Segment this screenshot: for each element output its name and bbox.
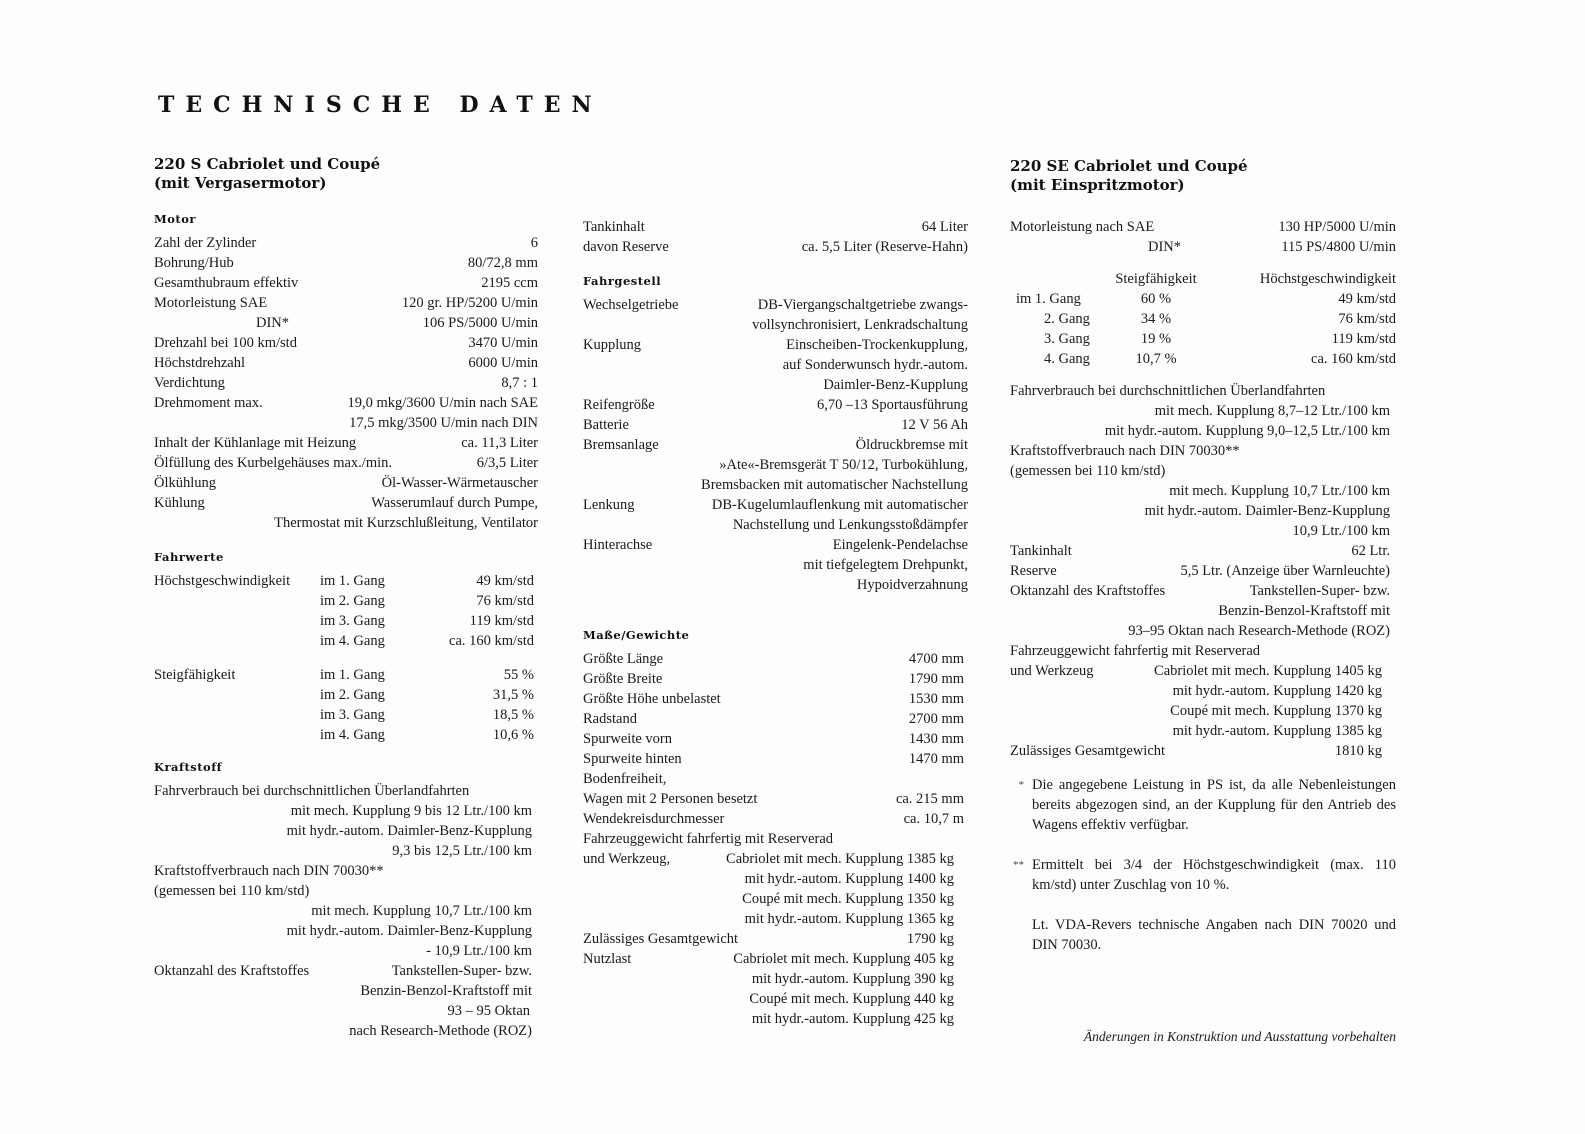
table-cell: 4. Gang [1044, 351, 1090, 367]
fahrgestell-row [583, 295, 968, 315]
row-value: mit hydr.-autom. Kupplung 425 kg [751, 1011, 954, 1027]
verbrauch-line: mit mech. Kupplung 10,7 Ltr./100 km [1169, 483, 1390, 499]
row-label: Tankinhalt [583, 219, 645, 235]
row-value: 4700 mm [908, 651, 964, 667]
row-label: Größte Höhe unbelastet [583, 691, 721, 707]
row-label: Höchstdrehzahl [154, 355, 245, 371]
fahrwerte-se-table [1010, 269, 1396, 369]
table-cell: 119 km/std [1331, 331, 1396, 347]
table-cell: 3. Gang [1044, 331, 1090, 347]
table-cell: Steigfähigkeit [1115, 271, 1197, 287]
footnote-text: Die angegebene Leistung in PS ist, da alle Nebenleistungen bereits abgezogen sind, an der Kupplung für den Antrieb des Wagens effektiv verfügbar. [1032, 777, 1396, 833]
table-cell [1016, 269, 1098, 289]
footnote [1010, 855, 1396, 895]
gewicht-row [583, 989, 968, 1009]
row-value: auf Sonderwunsch hydr.-autom. [782, 357, 968, 373]
gear-label: im 4. Gang [320, 727, 385, 743]
row-label: Spurweite vorn [583, 731, 672, 747]
motor-row [154, 393, 538, 413]
kraftstoff-line: mit mech. Kupplung 9 bis 12 Ltr./100 km [290, 803, 532, 819]
masse-row [583, 709, 968, 729]
row-value: DB-Kugelumlauflenkung mit automatischer [711, 497, 968, 513]
fahrgestell-row [583, 475, 968, 495]
misc-line: 93–95 Oktan nach Research-Methode (ROZ) [1128, 623, 1390, 639]
gewicht-row [583, 869, 968, 889]
gear-label: im 3. Gang [320, 613, 385, 629]
row-label: Tankinhalt [1010, 543, 1072, 559]
row-value: mit hydr.-autom. Kupplung 390 kg [751, 971, 954, 987]
row-value: Daimler-Benz-Kupplung [823, 377, 968, 393]
row-label: Zulässiges Gesamtgewicht [583, 931, 739, 947]
gewicht-row [583, 1009, 968, 1029]
gear-label: im 1. Gang [320, 573, 385, 589]
row-value: 120 gr. HP/5200 U/min [401, 295, 538, 311]
row-label: Kühlung [154, 495, 205, 511]
kraftstoff-line: mit hydr.-autom. Daimler-Benz-Kupplung [286, 823, 532, 839]
gewicht-row [1010, 701, 1396, 721]
misc-row [1010, 561, 1396, 581]
row-label: Zahl der Zylinder [154, 235, 257, 251]
kraftstoff-line: mit hydr.-autom. Daimler-Benz-Kupplung [286, 923, 532, 939]
row-value: Eingelenk-Pendelachse [832, 537, 968, 553]
footnote [1010, 775, 1396, 835]
row-value: 2700 mm [908, 711, 964, 727]
row-label: Kupplung [583, 337, 641, 353]
footnote-text: Ermittelt bei 3/4 der Höchstgeschwindigkeit (max. 110 km/std) unter Zuschlag von 10 %. [1032, 857, 1396, 893]
fahrgestell-row [583, 535, 968, 555]
row-value: ca. 11,3 Liter [461, 435, 538, 451]
gear-value: ca. 160 km/std [449, 633, 534, 649]
masse-row [583, 769, 968, 789]
fahrgestell-row [583, 495, 968, 515]
verbrauch-block [1010, 381, 1396, 541]
row-label: Hinterachse [583, 537, 653, 553]
motor-row [154, 453, 538, 473]
row-label: Ölfüllung des Kurbelgehäuses max./min. [154, 455, 392, 471]
masse-row [583, 689, 968, 709]
kraftstoff-line: - 10,9 Ltr./100 km [426, 943, 532, 959]
misc-table [1010, 541, 1396, 601]
misc-row [1010, 541, 1396, 561]
fahrgestell-row [583, 335, 968, 355]
footnote-text: Lt. VDA-Revers technische Angaben nach DIN 70020 und DIN 70030. [1032, 917, 1396, 953]
row-value: 106 PS/5000 U/min [422, 315, 538, 331]
footnote-marker: * [1018, 779, 1024, 791]
verbrauch-line: Kraftstoffverbrauch nach DIN 70030** [1010, 443, 1240, 459]
row-label: Drehzahl bei 100 km/std [154, 335, 297, 351]
gewicht-row [583, 849, 968, 869]
oktan-row: Oktanzahl des Kraftstoffes Tankstellen-Super- bzw. [154, 963, 532, 979]
row-label: Größte Länge [583, 651, 664, 667]
section-masse: Maße/Gewichte [583, 628, 690, 642]
kraftstoff-line: mit mech. Kupplung 10,7 Ltr./100 km [311, 903, 532, 919]
row-value: 62 Ltr. [1351, 543, 1390, 559]
table-cell: Höchstgeschwindigkeit [1259, 271, 1396, 287]
row-value: 17,5 mkg/3500 U/min nach DIN [349, 415, 538, 431]
gewicht-row [1010, 721, 1396, 741]
row-label: Verdichtung [154, 375, 225, 391]
row-value: mit hydr.-autom. Kupplung 1385 kg [1172, 723, 1382, 739]
motor-row [154, 233, 538, 253]
row-value: 12 V 56 Ah [901, 417, 968, 433]
masse-row [583, 649, 968, 669]
gear-row [154, 611, 538, 631]
row-value: 1430 mm [908, 731, 964, 747]
column-middle [583, 217, 968, 1029]
row-value: 1470 mm [908, 751, 964, 767]
gear-label: im 1. Gang [320, 667, 385, 683]
motor-row [154, 313, 538, 333]
row-label: Ölkühlung [154, 475, 217, 491]
row-label: Oktanzahl des Kraftstoffes [1010, 583, 1166, 599]
climb-table [154, 665, 538, 745]
row-value: 1790 kg [906, 931, 954, 947]
fahrgestell-row [583, 575, 968, 595]
gear-row [154, 685, 538, 705]
row-value: Cabriolet mit mech. Kupplung 405 kg [733, 951, 954, 967]
row-value: 6/3,5 Liter [476, 455, 538, 471]
section-fahrgestell: Fahrgestell [583, 274, 662, 288]
gear-block-label: Steigfähigkeit [154, 667, 236, 683]
gear-label: im 3. Gang [320, 707, 385, 723]
heading-220s-sub: (mit Vergasermotor) [154, 174, 327, 192]
fahrgestell-row [583, 415, 968, 435]
row-value: Cabriolet mit mech. Kupplung 1385 kg [726, 851, 954, 867]
fahrgestell-row [583, 515, 968, 535]
kraftstoff-line: 9,3 bis 12,5 Ltr./100 km [392, 843, 532, 859]
motor-row [154, 273, 538, 293]
gewicht-row [1010, 661, 1396, 681]
motor-row [154, 333, 538, 353]
motor-row [154, 433, 538, 453]
row-label: Bodenfreiheit, [583, 771, 667, 787]
gear-row [154, 725, 538, 745]
gear-value: 18,5 % [492, 707, 534, 723]
fahrgestell-table [583, 295, 968, 595]
column-220se [1010, 157, 1396, 1047]
row-value: Coupé mit mech. Kupplung 1370 kg [1170, 703, 1382, 719]
motor-table [154, 233, 538, 533]
masse-row [583, 749, 968, 769]
motor-row [154, 413, 538, 433]
row-label: Inhalt der Kühlanlage mit Heizung [154, 435, 357, 451]
row-value: 8,7 : 1 [501, 375, 538, 391]
row-label: Wendekreisdurchmesser [583, 811, 725, 827]
fahrgestell-row [583, 435, 968, 455]
motor-row [154, 253, 538, 273]
row-value: mit hydr.-autom. Kupplung 1365 kg [744, 911, 954, 927]
gewicht-line: Fahrzeuggewicht fahrfertig mit Reserverad [583, 831, 834, 847]
gear-value: 55 % [503, 667, 534, 683]
motor-row [154, 513, 538, 533]
row-label: Bohrung/Hub [154, 255, 234, 271]
row-value: Bremsbacken mit automatischer Nachstellung [701, 477, 968, 493]
fahrgestell-row [583, 455, 968, 475]
page-title: TECHNISCHE DATEN [158, 92, 603, 118]
gear-block-label [154, 631, 320, 651]
row-value: 6,70 –13 Sportausführung [816, 397, 968, 413]
oktan-line: nach Research-Methode (ROZ) [349, 1023, 532, 1039]
leistung-table: Motorleistung nach SAE 130 HP/5000 U/min DIN* 115 PS/4800 U/min [1010, 219, 1396, 255]
gear-row [154, 571, 538, 591]
footnote-marker: ** [1013, 859, 1024, 871]
gear-value: 119 km/std [469, 613, 534, 629]
row-label: Zulässiges Gesamtgewicht [1010, 743, 1166, 759]
gear-value: 31,5 % [492, 687, 534, 703]
row-value: Öldruckbremse mit [855, 437, 968, 453]
gear-block-label [154, 725, 320, 745]
fahrgestell-row [583, 395, 968, 415]
gewicht-row [1010, 681, 1396, 701]
heading-220s: 220 S Cabriolet und Coupé [154, 155, 381, 173]
gewicht-row [1010, 741, 1396, 761]
gewicht-table [583, 849, 968, 1029]
gear-row [154, 591, 538, 611]
row-value: Hypoidverzahnung [856, 577, 968, 593]
verbrauch-line: mit hydr.-autom. Kupplung 9,0–12,5 Ltr./100 km [1104, 423, 1390, 439]
gear-block-label [154, 611, 320, 631]
fahrgestell-row [583, 375, 968, 395]
motor-row [154, 353, 538, 373]
row-value: Coupé mit mech. Kupplung 1350 kg [742, 891, 954, 907]
row-value: ca. 215 mm [895, 791, 964, 807]
row-label: und Werkzeug [1010, 663, 1094, 679]
row-value: »Ate«-Bremsgerät T 50/12, Turbokühlung, [719, 457, 968, 473]
verbrauch-line: mit mech. Kupplung 8,7–12 Ltr./100 km [1154, 403, 1390, 419]
row-value: Tankstellen-Super- bzw. [1249, 583, 1390, 599]
table-cell: ca. 160 km/std [1311, 351, 1396, 367]
row-label: Gesamthubraum effektiv [154, 275, 299, 291]
section-motor: Motor [154, 212, 196, 226]
row-value: Cabriolet mit mech. Kupplung 1405 kg [1154, 663, 1382, 679]
row-label: DIN* [256, 315, 290, 331]
table-cell: 60 % [1140, 291, 1172, 307]
motor-row [154, 473, 538, 493]
gear-label: im 2. Gang [320, 687, 385, 703]
row-label: davon Reserve [583, 239, 669, 255]
fahrgestell-row [583, 315, 968, 335]
table-cell: 34 % [1140, 311, 1172, 327]
row-value: Einscheiben-Trockenkupplung, [786, 337, 968, 353]
gewicht-row [583, 889, 968, 909]
verbrauch-line: (gemessen bei 110 km/std) [1010, 463, 1166, 479]
row-label: Reserve [1010, 563, 1057, 579]
row-value: 1810 kg [1334, 743, 1382, 759]
masse-row [583, 809, 968, 829]
fahrgestell-row [583, 355, 968, 375]
row-label: und Werkzeug, [583, 851, 671, 867]
row-label: Nutzlast [583, 951, 632, 967]
fahrgestell-row [583, 555, 968, 575]
masse-row [583, 729, 968, 749]
tank-row [583, 237, 968, 257]
table-cell: im 1. Gang [1016, 291, 1081, 307]
row-value: 5,5 Ltr. (Anzeige über Warnleuchte) [1180, 563, 1390, 579]
row-value: ca. 10,7 m [903, 811, 964, 827]
oktan-line: 93 – 95 Oktan [447, 1003, 530, 1019]
row-value: 2195 ccm [481, 275, 538, 291]
gear-block-label [154, 591, 320, 611]
table-cell: 49 km/std [1338, 291, 1396, 307]
row-label: Drehmoment max. [154, 395, 263, 411]
row-value: 64 Liter [921, 219, 968, 235]
motor-row [154, 373, 538, 393]
row-value: Nachstellung und Lenkungsstoßdämpfer [732, 517, 968, 533]
row-value: 6000 U/min [468, 355, 538, 371]
footnote-marker [1010, 915, 1024, 955]
row-label: Motorleistung SAE [154, 295, 268, 311]
table-cell: 10,7 % [1135, 351, 1177, 367]
row-label: Spurweite hinten [583, 751, 682, 767]
row-value: 80/72,8 mm [467, 255, 538, 271]
gear-block-label [154, 705, 320, 725]
section-fahrwerte: Fahrwerte [154, 550, 224, 564]
row-label: Reifengröße [583, 397, 655, 413]
footnotes [1010, 775, 1396, 955]
table-cell: 19 % [1140, 331, 1172, 347]
gear-row [154, 631, 538, 651]
gear-row [154, 665, 538, 685]
gewicht-row [583, 929, 968, 949]
row-value: mit hydr.-autom. Kupplung 1400 kg [744, 871, 954, 887]
masse-table [583, 649, 968, 829]
misc-line: Benzin-Benzol-Kraftstoff mit [1218, 603, 1390, 619]
row-value: 6 [530, 235, 538, 251]
motor-row [154, 293, 538, 313]
tank-row [583, 217, 968, 237]
row-label: Größte Breite [583, 671, 663, 687]
row-value: Wasserumlauf durch Pumpe, [371, 495, 538, 511]
row-value: 1790 mm [908, 671, 964, 687]
table-cell: 2. Gang [1044, 311, 1090, 327]
verbrauch-line: 10,9 Ltr./100 km [1292, 523, 1390, 539]
row-label: Radstand [583, 711, 637, 727]
column-220s [154, 155, 538, 1041]
row-value: 3470 U/min [468, 335, 538, 351]
gewicht-line: Fahrzeuggewicht fahrfertig mit Reserverad [1010, 643, 1261, 659]
gewicht-row [583, 909, 968, 929]
row-value: mit hydr.-autom. Kupplung 1420 kg [1172, 683, 1382, 699]
row-value: vollsynchronisiert, Lenkradschaltung [752, 317, 968, 333]
row-label: Lenkung [583, 497, 635, 513]
row-value: 1530 mm [908, 691, 964, 707]
footnote [1010, 915, 1396, 955]
table-cell: 76 km/std [1338, 311, 1396, 327]
row-label: Wagen mit 2 Personen besetzt [583, 791, 758, 807]
gear-block-label [154, 685, 320, 705]
verbrauch-line: mit hydr.-autom. Daimler-Benz-Kupplung [1144, 503, 1390, 519]
gear-block-label: Höchstgeschwindigkeit [154, 573, 291, 589]
row-value: mit tiefgelegtem Drehpunkt, [803, 557, 968, 573]
row-value: Coupé mit mech. Kupplung 440 kg [749, 991, 954, 1007]
heading-220se-sub: (mit Einspritzmotor) [1010, 176, 1185, 194]
verbrauch-line: Fahrverbrauch bei durchschnittlichen Überlandfahrten [1010, 383, 1326, 399]
oktan-line: Benzin-Benzol-Kraftstoff mit [360, 983, 532, 999]
section-kraftstoff: Kraftstoff [154, 760, 223, 774]
tank-table [583, 217, 968, 257]
masse-row [583, 669, 968, 689]
speed-table [154, 571, 538, 651]
row-value: Thermostat mit Kurzschlußleitung, Ventilator [274, 515, 538, 531]
misc-row [1010, 581, 1396, 601]
gear-value: 49 km/std [476, 573, 534, 589]
gewicht-row [583, 969, 968, 989]
row-label: Wechselgetriebe [583, 297, 679, 313]
gear-row [154, 705, 538, 725]
heading-220se: 220 SE Cabriolet und Coupé [1010, 157, 1248, 175]
motor-row [154, 493, 538, 513]
row-value: 19,0 mkg/3600 U/min nach SAE [347, 395, 538, 411]
kraftstoff-line: (gemessen bei 110 km/std) [154, 883, 310, 899]
kraftstoff-line: Kraftstoffverbrauch nach DIN 70030** [154, 863, 384, 879]
kraftstoff-block [154, 781, 538, 1041]
masse-row [583, 789, 968, 809]
gear-value: 10,6 % [492, 727, 534, 743]
gear-value: 76 km/std [476, 593, 534, 609]
gear-label: im 4. Gang [320, 633, 385, 649]
disclaimer-note: Änderungen in Konstruktion und Ausstattung vorbehalten [1083, 1029, 1396, 1044]
row-value: ca. 5,5 Liter (Reserve-Hahn) [801, 239, 968, 255]
row-label: Batterie [583, 417, 629, 433]
gewicht-row [583, 949, 968, 969]
gear-label: im 2. Gang [320, 593, 385, 609]
row-label: Bremsanlage [583, 437, 659, 453]
row-value: Öl-Wasser-Wärmetauscher [381, 475, 538, 491]
row-value: DB-Viergangschaltgetriebe zwangs- [757, 297, 968, 313]
kraftstoff-line: Fahrverbrauch bei durchschnittlichen Überlandfahrten [154, 783, 470, 799]
gewicht-se-table [1010, 661, 1396, 761]
